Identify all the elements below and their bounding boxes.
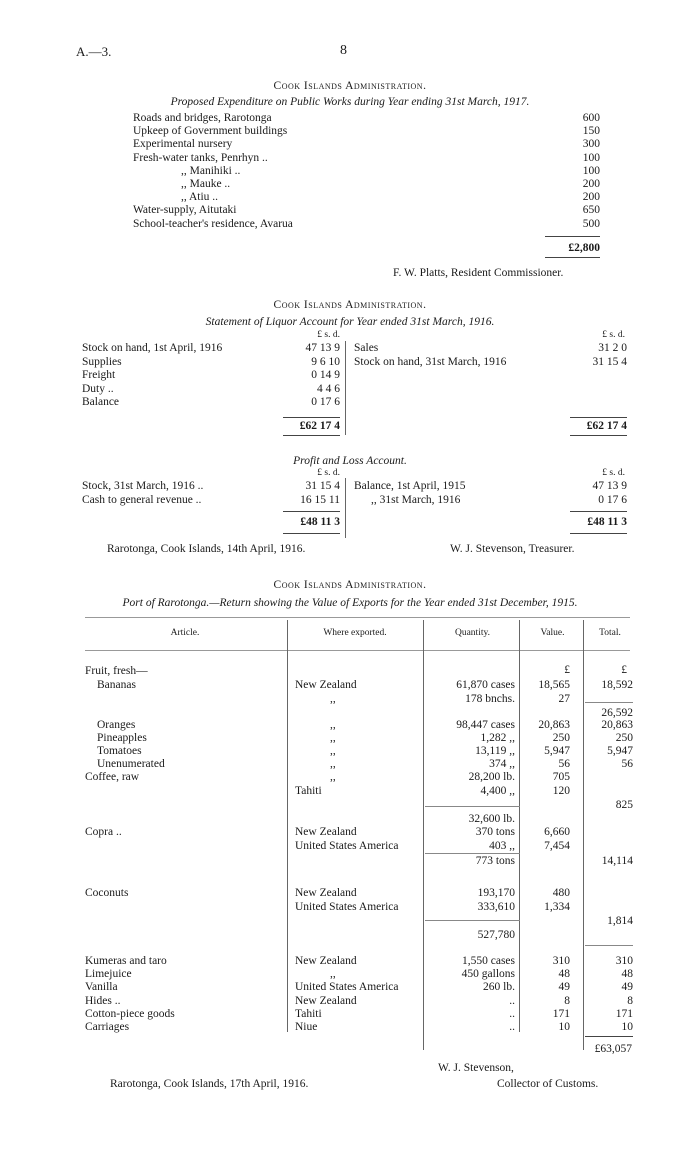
liquor-lsd-right: £ s. d. [602,330,625,340]
export-value: 310 [552,955,570,967]
export-destination: ,, [330,732,336,744]
export-value: 171 [552,1008,570,1020]
export-total: 48 [621,968,633,980]
export-quantity: .. [509,995,515,1007]
exports-signature-name: W. J. Stevenson, [438,1062,514,1074]
value-pound: £ [564,664,570,676]
export-quantity: 1,550 cases [461,955,515,967]
subtotal-rule [425,806,520,807]
liquor-debit-label: Freight [82,369,116,381]
export-value: 8 [564,995,570,1007]
export-value: 1,334 [544,901,570,913]
export-total: 56 [621,758,633,770]
export-destination: New Zealand [295,887,357,899]
total-pound: £ [621,664,627,676]
exports-heading: Cook Islands Administration. [273,579,427,591]
liquor-total-right: £62 17 4 [586,420,627,432]
export-destination: Tahiti [295,785,322,797]
export-total: 26,592 [601,707,633,719]
export-destination: ,, [330,758,336,770]
export-quantity: 98,447 cases [456,719,515,731]
export-quantity: .. [509,1021,515,1033]
export-quantity: 13,119 ,, [475,745,515,757]
profit-total-left: £48 11 3 [300,516,340,528]
grand-total-rule [585,1036,633,1037]
liquor-debit-label: Duty .. [82,382,114,395]
export-quantity: 28,200 lb. [468,771,515,783]
export-total: 1,814 [607,915,633,927]
exports-top-rule [85,617,630,618]
profit-divider [345,478,346,538]
works-item-label: ,, Mauke .. [181,178,231,190]
exports-title: Port of Rarotonga.—Return showing the Value of Exports for the Year ended 31st December, 1915. [122,597,578,609]
subtotal-rule [425,853,520,854]
export-destination: ,, [330,719,336,731]
works-item-label: ,, Atiu .. [181,191,219,204]
col-total: Total. [599,628,621,638]
liquor-debit-value: 9 6 10 [311,355,340,368]
profit-credit-value: 47 13 9 [592,480,627,492]
works-heading: Cook Islands Administration. [273,80,427,92]
liquor-heading: Cook Islands Administration. [273,299,427,311]
export-value: 120 [552,785,570,797]
export-article: Carriages [85,1021,130,1033]
works-item-label: ,, Manihiki .. [181,164,241,177]
export-quantity: 260 lb. [483,981,515,993]
export-value: 705 [552,771,570,783]
export-quantity: 374 ,, [489,758,515,770]
export-destination: ,, [330,693,336,705]
liquor-credit-value: 31 15 4 [592,355,627,368]
liquor-total-left: £62 17 4 [299,420,340,432]
works-item-amount: 600 [582,112,600,124]
profit-debit-value: 31 15 4 [305,480,340,492]
profit-left-rule [283,511,340,512]
works-item-amount: 500 [582,217,600,230]
export-total: 8 [627,995,633,1007]
liquor-debit-label: Balance [82,396,120,408]
profit-title: Profit and Loss Account. [293,455,407,467]
works-item-label: Experimental nursery [133,138,233,151]
export-destination: New Zealand [295,679,357,691]
exports-place-date: Rarotonga, Cook Islands, 17th April, 1916. [110,1078,309,1090]
export-article: Oranges [97,719,136,731]
export-article: Pineapples [97,732,147,744]
export-article: Coffee, raw [85,771,140,783]
exports-header-rule [85,650,630,651]
export-article: Fruit, fresh— [85,665,148,677]
liquor-debit-label: Stock on hand, 1st April, 1916 [82,342,223,354]
export-quantity: 178 bnchs. [465,693,515,705]
export-value: 7,454 [544,840,570,852]
profit-credit-label: ,, 31st March, 1916 [371,493,461,506]
works-title: Proposed Expenditure on Public Works during Year ending 31st March, 1917. [170,96,530,108]
profit-debit-value: 16 15 11 [300,493,340,506]
works-item-label: Upkeep of Government buildings [133,125,288,138]
col-article: Article. [170,628,200,638]
works-item-amount: 100 [582,151,600,164]
col-divider-2 [423,620,424,1050]
export-destination: United States America [295,901,399,913]
col-value: Value. [540,628,565,638]
export-quantity: 333,610 [477,901,515,913]
export-quantity: 1,282 ,, [480,732,515,744]
liquor-left-rule [283,417,340,418]
export-article: Kumeras and taro [85,955,167,967]
liquor-credit-label: Stock on hand, 31st March, 1916 [354,355,507,368]
export-value: 5,947 [544,745,570,757]
profit-total-right: £48 11 3 [587,516,627,528]
works-item-amount: 650 [582,204,600,217]
export-quantity: 450 gallons [461,968,515,980]
export-quantity: 773 tons [475,855,515,867]
profit-left-double-rule [283,533,340,534]
export-destination: United States America [295,981,399,993]
col-quantity: Quantity. [454,628,490,638]
profit-right-rule [570,511,627,512]
export-article: Hides .. [85,995,121,1007]
liquor-right-rule [570,417,627,418]
works-item-amount: 100 [582,164,600,177]
liquor-debit-value: 0 17 6 [311,396,340,408]
export-destination: ,, [330,745,336,757]
export-quantity: 4,400 ,, [480,785,515,797]
export-total: 14,114 [601,855,633,867]
export-value: 6,660 [544,826,570,838]
export-total: 10 [621,1021,633,1033]
export-destination: New Zealand [295,955,357,967]
export-article: Bananas [97,679,136,691]
liquor-debit-label: Supplies [82,355,122,368]
export-value: 48 [558,968,570,980]
liquor-right-double-rule [570,435,627,436]
liquor-lsd-left: £ s. d. [317,330,340,340]
liquor-credit-value: 31 2 0 [598,342,627,354]
subtotal-rule [585,702,633,703]
works-item-label: Fresh-water tanks, Penrhyn .. [133,151,268,164]
profit-debit-label: Stock, 31st March, 1916 .. [82,480,204,492]
works-item-label: Water-supply, Aitutaki [133,204,237,217]
profit-lsd-left: £ s. d. [317,468,340,478]
works-item-amount: 300 [582,138,600,151]
export-value: 250 [552,732,570,744]
works-total-double-rule [545,257,600,258]
liquor-debit-value: 0 14 9 [311,369,340,381]
export-total: 18,592 [601,679,633,691]
liquor-credit-label: Sales [354,342,379,354]
works-item-label: Roads and bridges, Rarotonga [133,112,272,124]
export-quantity: 370 tons [475,826,515,838]
subtotal-rule [425,920,520,921]
export-value: 20,863 [538,719,570,731]
export-destination: United States America [295,840,399,852]
export-quantity: .. [509,1008,515,1020]
export-quantity: 527,780 [477,929,515,941]
export-value: 49 [558,981,570,993]
exports-signature-title: Collector of Customs. [497,1078,599,1090]
liquor-debit-value: 4 4 6 [317,382,340,395]
works-total-rule [545,236,600,237]
export-value: 480 [552,887,570,899]
export-total: 49 [621,981,633,993]
export-destination: ,, [330,771,336,783]
profit-signature: W. J. Stevenson, Treasurer. [450,543,575,555]
liquor-divider [345,341,346,435]
export-destination: Niue [295,1021,318,1033]
export-destination: New Zealand [295,826,357,838]
export-article: Unenumerated [97,758,165,770]
col-divider-1 [287,620,288,1032]
export-destination: Tahiti [295,1008,322,1020]
export-quantity: 403 ,, [489,840,515,852]
export-total: 20,863 [601,719,633,731]
export-total: 171 [615,1008,633,1020]
works-signature: F. W. Platts, Resident Commissioner. [393,267,564,279]
works-item-amount: 200 [582,178,600,190]
export-article: Vanilla [85,981,118,993]
export-quantity: 193,170 [477,887,515,899]
liquor-debit-value: 47 13 9 [305,342,340,354]
export-value: 27 [558,693,570,705]
export-quantity: 32,600 lb. [468,813,515,825]
profit-right-double-rule [570,533,627,534]
subtotal-rule [585,945,633,946]
export-destination: ,, [330,968,336,980]
export-article: Copra .. [85,826,122,838]
works-total: £2,800 [568,242,600,254]
export-article: Coconuts [85,887,129,899]
export-total: 250 [615,732,633,744]
liquor-left-double-rule [283,435,340,436]
export-total: 5,947 [607,745,633,757]
export-total: 825 [615,799,633,811]
liquor-title: Statement of Liquor Account for Year ended 31st March, 1916. [205,316,495,328]
export-destination: New Zealand [295,995,357,1007]
profit-credit-value: 0 17 6 [598,493,627,506]
profit-place-date: Rarotonga, Cook Islands, 14th April, 1916. [107,543,306,555]
export-quantity: 61,870 cases [456,679,515,691]
export-value: 10 [558,1021,570,1033]
export-value: 56 [558,758,570,770]
grand-total: £63,057 [594,1043,632,1055]
export-total: 310 [615,955,633,967]
works-item-label: School-teacher's residence, Avarua [133,217,293,230]
export-article: Tomatoes [97,745,142,757]
works-item-amount: 150 [582,125,600,138]
profit-debit-label: Cash to general revenue .. [82,493,202,506]
col-where: Where exported. [323,628,387,638]
profit-credit-label: Balance, 1st April, 1915 [354,480,466,492]
profit-lsd-right: £ s. d. [602,468,625,478]
export-value: 18,565 [538,679,570,691]
works-item-amount: 200 [582,191,600,204]
export-article: Cotton-piece goods [85,1008,175,1020]
export-article: Limejuice [85,968,132,980]
page-number: 8 [340,43,347,58]
document-reference: A.—3. [76,44,112,59]
